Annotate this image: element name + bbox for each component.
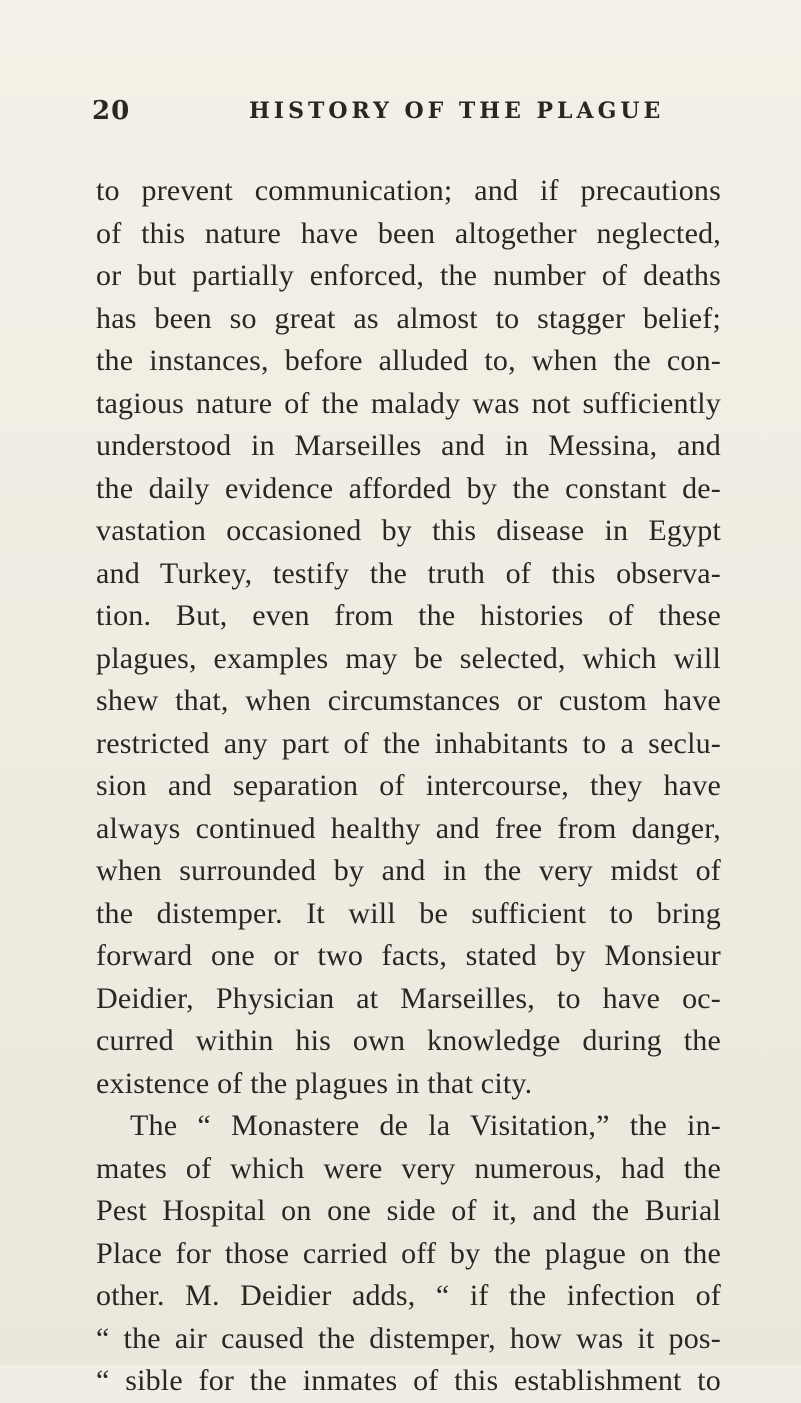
text-line: “ sible for the inmates of this establishment to	[96, 1364, 721, 1397]
text-line: the daily evidence afforded by the constant de-	[96, 471, 721, 505]
text-line: shew that, when circumstances or custom have	[96, 684, 721, 717]
text-line: or but partially enforced, the number of deaths	[96, 259, 721, 292]
text-line: Place for those carried off by the plague on the	[96, 1236, 721, 1270]
text-line: mates of which were very numerous, had the	[96, 1151, 721, 1185]
text-line: sion and separation of intercourse, they have	[96, 769, 721, 802]
text-line: forward one or two facts, stated by Monsieur	[96, 939, 721, 972]
text-line: Pest Hospital on one side of it, and the Burial	[96, 1194, 721, 1227]
text-line: “ the air caused the distemper, how was it pos-	[96, 1321, 721, 1355]
text-line: tagious nature of the malady was not sufficiently	[96, 386, 721, 420]
text-line: understood in Marseilles and in Messina, and	[96, 429, 721, 462]
text-line: Deidier, Physician at Marseilles, to have oc-	[96, 981, 721, 1015]
text-line: other. M. Deidier adds, “ if the infection of	[96, 1279, 721, 1312]
text-line: restricted any part of the inhabitants to a seclu-	[96, 726, 721, 760]
body-text	[96, 170, 721, 1403]
text-line: tion. But, even from the histories of these	[96, 599, 721, 632]
text-line: has been so great as almost to stagger belief;	[96, 301, 721, 335]
running-title: HISTORY OF THE PLAGUE	[249, 98, 665, 124]
text-line: the distemper. It will be sufficient to bring	[96, 896, 721, 930]
text-line: curred within his own knowledge during the	[96, 1024, 721, 1057]
text-line: and Turkey, testify the truth of this observa-	[96, 556, 721, 590]
text-line: the instances, before alluded to, when the con-	[96, 344, 721, 377]
text-line: to prevent communication; and if precautions	[96, 174, 721, 207]
text-line: existence of the plagues in that city.	[96, 1066, 533, 1100]
running-header	[0, 90, 801, 130]
text-line: of this nature have been altogether neglected,	[96, 216, 721, 250]
text-line: vastation occasioned by this disease in Egypt	[96, 514, 721, 547]
page-number: 20	[92, 96, 131, 126]
text-line: when surrounded by and in the very midst of	[96, 854, 721, 887]
text-line: plagues, examples may be selected, which will	[96, 641, 721, 675]
text-line: always continued healthy and free from danger,	[96, 811, 721, 845]
text-line: The “ Monastere de la Visitation,” the in-	[130, 1109, 721, 1142]
